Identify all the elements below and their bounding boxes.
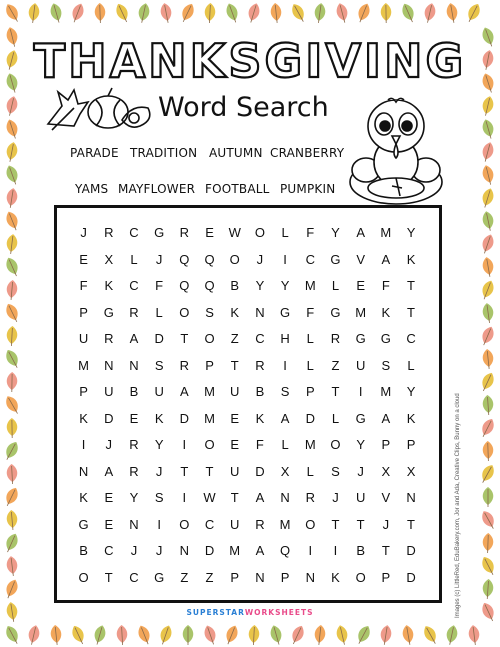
grid-letter[interactable]: D xyxy=(406,569,416,585)
word-item: YAMS xyxy=(75,182,109,196)
word-item: FOOTBALL xyxy=(205,182,270,196)
grid-letter[interactable]: R xyxy=(129,437,139,452)
grid-letter[interactable]: G xyxy=(380,331,391,346)
grid-letter[interactable]: I xyxy=(283,251,287,267)
grid-letter[interactable]: Y xyxy=(406,384,416,399)
grid-letter[interactable]: L xyxy=(331,410,340,426)
grid-letter[interactable]: C xyxy=(406,331,416,346)
grid-letter[interactable]: J xyxy=(130,543,138,558)
leaf-icon xyxy=(445,2,459,24)
grid-letter[interactable]: T xyxy=(331,516,340,532)
grid-letter[interactable]: L xyxy=(331,278,340,293)
grid-letter[interactable]: J xyxy=(256,251,264,267)
grid-letter[interactable]: T xyxy=(180,463,189,479)
grid-letter[interactable]: P xyxy=(79,304,88,320)
grid-letter[interactable]: U xyxy=(355,357,366,373)
grid-letter[interactable]: T xyxy=(381,543,390,558)
leaf-icon xyxy=(183,625,194,645)
grid-letter[interactable]: U xyxy=(78,331,89,346)
grid-letter[interactable]: K xyxy=(255,410,265,426)
grid-letter[interactable]: P xyxy=(381,437,391,452)
grid-letter[interactable]: T xyxy=(356,516,365,532)
grid-letter[interactable]: N xyxy=(255,304,265,320)
grid-letter[interactable]: F xyxy=(255,437,264,452)
grid-letter[interactable]: N xyxy=(179,543,190,558)
grid-letter[interactable]: D xyxy=(406,543,416,558)
grid-letter[interactable]: U xyxy=(104,384,114,399)
puzzle-grid xyxy=(71,220,424,591)
grid-letter[interactable]: D xyxy=(255,463,265,479)
grid-letter[interactable]: O xyxy=(355,569,366,585)
leaf-icon xyxy=(27,2,40,23)
grid-letter[interactable]: C xyxy=(129,225,139,240)
leaf-icon xyxy=(26,624,41,646)
leaf-icon xyxy=(482,441,493,461)
leaf-icon xyxy=(401,624,415,646)
leaf-icon xyxy=(6,280,18,301)
leaf-icon xyxy=(479,325,496,348)
leaf-icon xyxy=(246,2,262,24)
grid-letter[interactable]: N xyxy=(280,490,290,505)
grid-letter[interactable]: W xyxy=(203,490,216,505)
grid-letter[interactable]: G xyxy=(103,304,114,320)
grid-letter[interactable]: S xyxy=(280,384,290,399)
grid-letter[interactable]: S xyxy=(331,463,340,479)
leaf-icon xyxy=(464,2,482,25)
grid-letter[interactable]: W xyxy=(228,225,241,240)
grid-letter[interactable]: S xyxy=(154,357,164,373)
grid-letter[interactable]: Q xyxy=(179,278,190,293)
grid-letter[interactable]: K xyxy=(79,490,88,505)
leaf-icon xyxy=(478,463,497,486)
grid-letter[interactable]: X xyxy=(280,463,290,479)
grid-letter[interactable]: A xyxy=(280,410,290,426)
leaf-icon xyxy=(479,279,496,301)
grid-letter[interactable]: T xyxy=(180,331,189,346)
grid-letter[interactable]: L xyxy=(155,304,163,320)
leaf-icon xyxy=(94,3,105,23)
leaf-icon xyxy=(482,349,495,370)
grid-letter[interactable]: R xyxy=(255,357,265,373)
leaf-icon xyxy=(3,532,21,555)
word-list-row-2 xyxy=(0,182,500,198)
grid-letter[interactable]: J xyxy=(80,225,87,240)
grid-letter[interactable]: I xyxy=(182,437,187,452)
grid-letter[interactable]: H xyxy=(280,331,290,346)
leaf-icon xyxy=(478,417,496,440)
leaf-icon xyxy=(479,555,497,578)
grid-letter[interactable]: O xyxy=(204,331,215,346)
leaf-icon xyxy=(223,624,240,646)
grid-letter[interactable]: J xyxy=(155,251,163,267)
grid-letter[interactable]: J xyxy=(332,490,339,505)
page-subtitle: Word Search xyxy=(158,92,329,123)
grid-letter[interactable]: T xyxy=(407,516,415,532)
puzzle-grid-frame xyxy=(54,205,442,603)
leaf-icon xyxy=(159,2,173,24)
grid-letter[interactable]: R xyxy=(129,463,139,479)
grid-letter[interactable]: G xyxy=(330,251,341,267)
leaf-icon xyxy=(116,625,128,646)
leaf-pumpkin-illustration xyxy=(44,86,156,132)
grid-letter[interactable]: T xyxy=(230,357,239,373)
grid-letter[interactable]: G xyxy=(355,410,366,426)
grid-letter[interactable]: C xyxy=(129,278,139,293)
grid-letter[interactable]: O xyxy=(179,516,190,532)
leaf-icon xyxy=(482,533,493,553)
grid-letter[interactable]: R xyxy=(330,331,341,346)
grid-letter[interactable]: U xyxy=(230,384,240,399)
leaf-icon xyxy=(379,624,392,645)
grid-letter[interactable]: C xyxy=(204,516,215,532)
leaf-icon xyxy=(483,487,494,507)
leaf-icon xyxy=(422,2,437,24)
page-title: THANKSGIVING xyxy=(33,34,467,88)
leaf-icon xyxy=(4,210,21,232)
grid-letter[interactable]: T xyxy=(230,490,239,505)
grid-letter[interactable]: A xyxy=(381,251,391,267)
grid-letter[interactable]: O xyxy=(229,251,240,267)
grid-letter[interactable]: D xyxy=(154,331,164,346)
grid-letter[interactable]: B xyxy=(79,543,88,558)
grid-letter[interactable]: L xyxy=(306,463,314,479)
grid-letter[interactable]: J xyxy=(382,516,390,532)
leaf-icon xyxy=(2,440,21,463)
grid-letter[interactable]: I xyxy=(308,543,313,558)
leaf-icon xyxy=(137,2,151,24)
grid-letter[interactable]: Q xyxy=(280,543,291,558)
grid-letter[interactable]: R xyxy=(305,490,315,505)
grid-letter[interactable]: O xyxy=(204,437,215,452)
grid-letter[interactable]: T xyxy=(331,384,340,399)
leaf-icon xyxy=(482,579,494,600)
grid-letter[interactable]: G xyxy=(154,225,165,240)
grid-letter[interactable]: K xyxy=(406,410,416,426)
grid-letter[interactable]: V xyxy=(381,490,391,505)
leaf-icon xyxy=(355,2,372,24)
grid-letter[interactable]: R xyxy=(179,225,190,240)
grid-letter[interactable]: S xyxy=(205,304,214,320)
grid-letter[interactable]: F xyxy=(306,304,315,320)
leaf-icon xyxy=(445,624,459,646)
grid-letter[interactable]: M xyxy=(78,357,90,373)
grid-letter[interactable]: P xyxy=(406,437,416,452)
grid-letter[interactable]: Y xyxy=(129,490,139,505)
leaf-icon xyxy=(6,326,18,347)
grid-letter[interactable]: Y xyxy=(406,225,416,240)
grid-letter[interactable]: Z xyxy=(180,569,189,585)
grid-letter[interactable]: Q xyxy=(179,251,190,267)
grid-letter[interactable]: J xyxy=(155,543,163,558)
grid-letter[interactable]: E xyxy=(205,225,214,240)
grid-letter[interactable]: D xyxy=(179,410,190,426)
leaf-icon xyxy=(468,624,481,645)
grid-letter[interactable]: R xyxy=(104,331,114,346)
grid-letter[interactable]: A xyxy=(180,384,189,399)
grid-letter[interactable]: R xyxy=(104,225,114,240)
grid-letter[interactable]: V xyxy=(356,251,365,267)
grid-letter[interactable]: K xyxy=(79,410,88,426)
grid-letter[interactable]: N xyxy=(129,357,139,373)
grid-letter[interactable]: U xyxy=(230,516,240,532)
grid-letter[interactable]: O xyxy=(78,569,89,585)
leaf-icon xyxy=(479,371,497,394)
grid-letter[interactable]: T xyxy=(205,463,214,479)
grid-letter[interactable]: M xyxy=(204,384,215,399)
grid-letter[interactable]: I xyxy=(283,357,287,373)
grid-letter[interactable]: R xyxy=(129,304,139,320)
leaf-icon xyxy=(50,625,63,646)
grid-letter[interactable]: P xyxy=(230,569,240,585)
grid-letter[interactable]: Y xyxy=(356,437,365,452)
grid-letter[interactable]: K xyxy=(104,278,114,293)
leaf-icon xyxy=(481,210,495,232)
grid-letter[interactable]: M xyxy=(204,410,215,426)
leaf-icon xyxy=(178,2,196,25)
image-credits: Images (c) LittleRed, EduBakery.com, Jor and Ada, Creative Clips, Bunny on a cloud xyxy=(455,393,461,618)
grid-letter[interactable]: A xyxy=(381,410,391,426)
grid-letter[interactable]: P xyxy=(79,384,88,399)
grid-letter[interactable]: I xyxy=(358,384,363,399)
leaf-icon xyxy=(421,624,440,647)
grid-letter[interactable]: E xyxy=(104,490,114,505)
leaf-icon xyxy=(314,625,327,646)
leaf-icon xyxy=(481,256,495,278)
leaf-icon xyxy=(248,625,260,646)
grid-letter[interactable]: B xyxy=(255,384,265,399)
grid-letter[interactable]: G xyxy=(280,304,291,320)
grid-letter[interactable]: R xyxy=(179,357,190,373)
grid-letter[interactable]: X xyxy=(406,463,416,479)
leaf-icon xyxy=(289,2,308,25)
grid-letter[interactable]: X xyxy=(104,251,114,267)
grid-letter[interactable]: M xyxy=(380,384,392,399)
grid-letter[interactable]: Y xyxy=(255,278,265,293)
grid-letter[interactable]: G xyxy=(154,569,165,585)
grid-letter[interactable]: E xyxy=(129,410,139,426)
grid-letter[interactable]: K xyxy=(331,569,340,585)
grid-letter[interactable]: C xyxy=(129,569,139,585)
grid-letter[interactable]: L xyxy=(306,357,314,373)
grid-letter[interactable]: N xyxy=(305,569,315,585)
grid-letter[interactable]: Y xyxy=(154,437,164,452)
grid-letter[interactable]: L xyxy=(407,357,415,373)
grid-letter[interactable]: C xyxy=(255,331,265,346)
grid-letter[interactable]: N xyxy=(78,463,89,479)
leaf-icon xyxy=(202,624,218,646)
grid-letter[interactable]: A xyxy=(255,490,265,505)
leaf-icon xyxy=(482,395,494,416)
grid-letter[interactable]: B xyxy=(129,384,139,399)
word-item: PARADE xyxy=(70,146,119,160)
grid-letter[interactable]: N xyxy=(406,490,416,505)
grid-letter[interactable]: I xyxy=(182,490,187,505)
brand-logo: SUPERSTARWORKSHEETS xyxy=(186,608,314,617)
grid-letter[interactable]: T xyxy=(407,304,415,320)
leaf-icon xyxy=(3,578,20,600)
leaf-icon xyxy=(3,394,22,417)
grid-letter[interactable]: T xyxy=(104,569,113,585)
grid-letter[interactable]: Z xyxy=(230,331,239,346)
grid-letter[interactable]: F xyxy=(381,278,390,293)
grid-letter[interactable]: J xyxy=(357,463,364,479)
grid-letter[interactable]: P xyxy=(205,357,214,373)
grid-letter[interactable]: A xyxy=(129,331,139,346)
grid-letter[interactable]: M xyxy=(355,304,367,320)
grid-letter[interactable]: A xyxy=(104,463,114,479)
grid-letter[interactable]: G xyxy=(330,304,341,320)
grid-letter[interactable]: N xyxy=(104,357,114,373)
leaf-icon xyxy=(381,3,392,23)
grid-letter[interactable]: E xyxy=(104,516,114,532)
leaf-icon xyxy=(157,624,173,646)
leaf-icon xyxy=(482,302,495,323)
grid-letter[interactable]: G xyxy=(78,516,89,532)
leaf-icon xyxy=(313,2,326,23)
grid-letter[interactable]: D xyxy=(204,543,215,558)
grid-letter[interactable]: E xyxy=(356,278,365,293)
leaf-icon xyxy=(4,256,22,279)
grid-letter[interactable]: Y xyxy=(331,225,340,240)
grid-letter[interactable]: C xyxy=(104,543,114,558)
grid-letter[interactable]: F xyxy=(155,278,164,293)
grid-letter[interactable]: Z xyxy=(205,569,214,585)
word-item: CRANBERRY xyxy=(270,146,345,160)
leaf-icon xyxy=(2,486,20,509)
grid-letter[interactable]: D xyxy=(104,410,114,426)
leaf-icon xyxy=(354,624,373,647)
grid-letter[interactable]: O xyxy=(254,225,265,240)
grid-letter[interactable]: I xyxy=(81,437,86,452)
word-item: MAYFLOWER xyxy=(118,182,196,196)
leaf-icon xyxy=(6,464,18,485)
word-item: PUMPKIN xyxy=(280,182,336,196)
grid-letter[interactable]: T xyxy=(407,278,415,293)
leaf-icon xyxy=(479,509,498,532)
leaf-icon xyxy=(113,2,131,25)
grid-letter[interactable]: N xyxy=(255,569,265,585)
grid-letter[interactable]: K xyxy=(406,251,416,267)
leaf-icon xyxy=(69,624,87,647)
grid-letter[interactable]: Y xyxy=(280,278,290,293)
leaf-icon xyxy=(7,372,18,392)
leaf-icon xyxy=(5,233,18,254)
grid-letter[interactable]: D xyxy=(305,410,315,426)
grid-letter[interactable]: M xyxy=(304,437,316,452)
leaf-icon xyxy=(335,2,350,24)
grid-letter[interactable]: C xyxy=(305,251,315,267)
grid-letter[interactable]: B xyxy=(230,278,240,293)
word-list-row-1 xyxy=(0,146,500,162)
grid-letter[interactable]: P xyxy=(305,384,315,399)
leaf-icon xyxy=(3,624,22,647)
grid-letter[interactable]: Q xyxy=(204,278,215,293)
leaf-icon xyxy=(335,624,350,646)
grid-letter[interactable]: S xyxy=(381,357,391,373)
grid-letter[interactable]: O xyxy=(179,304,190,320)
grid-letter[interactable]: M xyxy=(380,225,392,240)
grid-letter[interactable]: F xyxy=(79,278,88,293)
grid-letter[interactable]: I xyxy=(333,543,338,558)
grid-letter[interactable]: L xyxy=(130,251,138,267)
leaf-icon xyxy=(270,3,283,24)
grid-letter[interactable]: L xyxy=(306,331,314,346)
grid-letter[interactable]: B xyxy=(356,543,365,558)
grid-letter[interactable]: K xyxy=(154,410,164,426)
leaf-icon xyxy=(479,233,495,255)
grid-letter[interactable]: R xyxy=(255,516,265,532)
leaf-icon xyxy=(268,624,284,646)
grid-letter[interactable]: G xyxy=(355,331,366,346)
grid-letter[interactable]: J xyxy=(155,463,163,479)
grid-letter[interactable]: K xyxy=(381,304,391,320)
leaf-icon xyxy=(48,2,64,24)
grid-letter[interactable]: L xyxy=(281,225,289,240)
grid-letter[interactable]: X xyxy=(381,463,391,479)
leaf-icon xyxy=(92,624,108,646)
grid-letter[interactable]: O xyxy=(330,437,341,452)
word-item: AUTUMN xyxy=(209,146,263,160)
grid-letter[interactable]: F xyxy=(306,225,315,240)
grid-letter[interactable]: L xyxy=(281,437,289,452)
grid-letter[interactable]: P xyxy=(280,569,290,585)
grid-letter[interactable]: K xyxy=(230,304,240,320)
grid-letter[interactable]: U xyxy=(154,384,164,399)
leaf-icon xyxy=(204,3,216,24)
grid-letter[interactable]: J xyxy=(105,437,113,452)
leaf-icon xyxy=(289,624,307,647)
grid-letter[interactable]: E xyxy=(230,410,240,426)
grid-letter[interactable]: A xyxy=(356,225,365,240)
leaf-icon xyxy=(3,302,21,325)
grid-letter[interactable]: N xyxy=(129,516,139,532)
grid-letter[interactable]: M xyxy=(229,543,241,558)
leaf-icon xyxy=(480,95,495,117)
leaf-icon xyxy=(69,2,86,24)
grid-letter[interactable]: E xyxy=(79,251,88,267)
leaf-icon xyxy=(480,118,496,140)
grid-letter[interactable]: S xyxy=(154,490,164,505)
grid-letter[interactable]: U xyxy=(230,463,240,479)
grid-letter[interactable]: E xyxy=(230,437,240,452)
leaf-icon xyxy=(224,2,241,24)
grid-letter[interactable]: Q xyxy=(204,251,215,267)
leaf-icon xyxy=(4,95,19,117)
grid-letter[interactable]: Z xyxy=(331,357,340,373)
grid-letter[interactable]: P xyxy=(381,569,391,585)
leaf-icon xyxy=(7,418,18,438)
leaf-icon xyxy=(136,624,153,646)
leaf-icon xyxy=(400,2,418,25)
grid-letter[interactable]: U xyxy=(355,490,366,505)
grid-letter[interactable]: M xyxy=(304,278,316,293)
grid-letter[interactable]: A xyxy=(255,543,265,558)
leaf-icon xyxy=(6,555,19,576)
leaf-icon xyxy=(6,510,18,531)
leaf-icon xyxy=(3,2,22,25)
grid-letter[interactable]: O xyxy=(305,516,316,532)
leaf-icon xyxy=(3,348,22,371)
leaf-icon xyxy=(4,118,20,140)
grid-letter[interactable]: M xyxy=(279,516,291,532)
grid-letter[interactable]: I xyxy=(157,516,161,532)
word-item: TRADITION xyxy=(130,146,198,160)
